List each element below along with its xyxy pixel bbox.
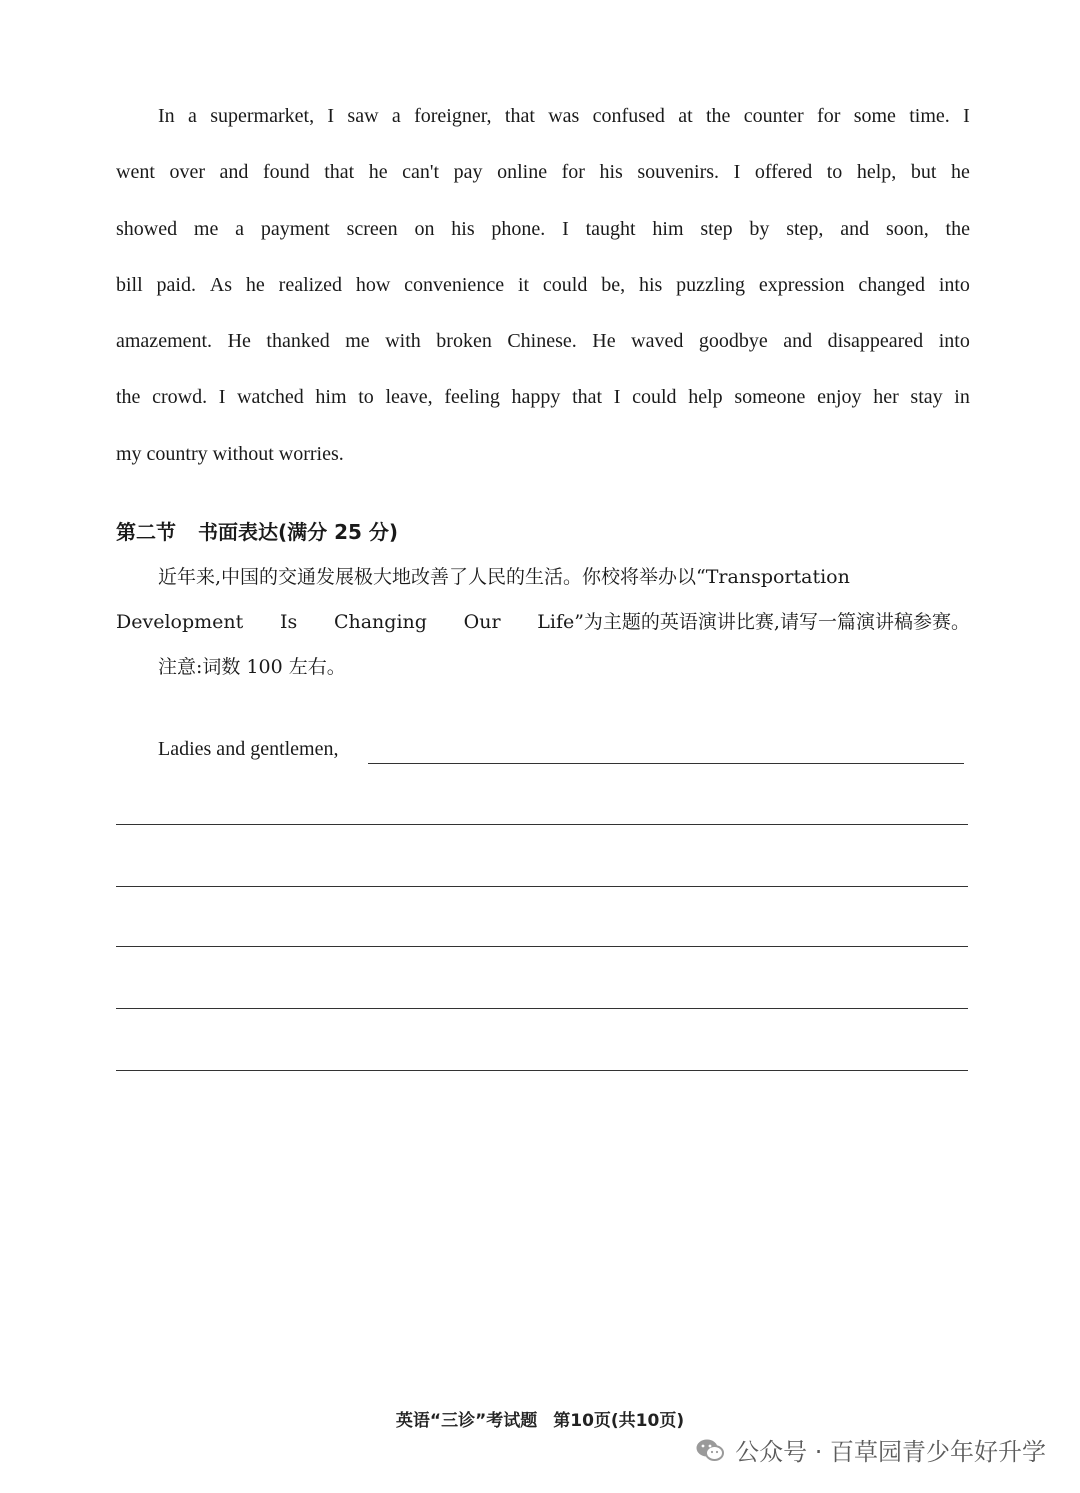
word: his xyxy=(451,217,475,240)
passage-line xyxy=(116,377,970,433)
word: he xyxy=(368,161,388,184)
word: at xyxy=(678,105,693,127)
word: payment xyxy=(260,217,330,240)
word: I xyxy=(327,105,335,127)
word: some xyxy=(853,105,896,127)
word: In xyxy=(158,105,175,127)
word: pay xyxy=(453,161,483,184)
word: bill xyxy=(116,273,143,296)
section-title xyxy=(116,516,398,545)
word: was xyxy=(548,105,580,127)
word: counter xyxy=(743,105,804,127)
word: supermarket, xyxy=(210,105,315,127)
word: and xyxy=(840,217,870,240)
error-correction-passage xyxy=(116,96,970,490)
word: on xyxy=(414,217,435,240)
word: convenience xyxy=(404,273,505,296)
watermark xyxy=(695,1432,1046,1467)
word: it xyxy=(517,273,530,296)
word: time. xyxy=(909,105,950,127)
word: for xyxy=(817,105,841,127)
word: into xyxy=(938,273,970,296)
word: Chinese. xyxy=(507,330,577,353)
word: goodbye xyxy=(698,330,768,353)
word: I xyxy=(613,386,621,409)
word: I xyxy=(733,161,741,184)
word: can't xyxy=(402,161,440,184)
word: I xyxy=(218,386,226,409)
word-count-note: 注意:词数 100 左右。 xyxy=(158,656,346,678)
word: stay xyxy=(910,386,943,409)
word: disappeared xyxy=(827,330,924,353)
word: watched xyxy=(237,386,304,409)
word: foreigner, xyxy=(414,105,492,127)
word: could xyxy=(542,273,588,296)
page-footer xyxy=(0,1406,1080,1431)
word: him xyxy=(315,386,347,409)
word: He xyxy=(592,330,616,353)
word: for xyxy=(561,161,585,184)
passage-line: my country without worries. xyxy=(116,442,344,465)
passage-line xyxy=(116,96,970,152)
word: realized xyxy=(278,273,342,296)
task-line xyxy=(116,605,970,650)
word: that xyxy=(572,386,603,409)
word: and xyxy=(219,161,249,184)
word: into xyxy=(938,330,970,353)
word: someone xyxy=(734,386,806,409)
word: in xyxy=(954,386,970,409)
footer-page-number: 第10页(共10页) xyxy=(553,1411,685,1431)
word: He xyxy=(227,330,251,353)
word: step, xyxy=(786,217,824,240)
word: found xyxy=(262,161,310,184)
answer-line[interactable] xyxy=(116,1070,968,1071)
word: paid. xyxy=(156,273,196,296)
word: how xyxy=(355,273,391,296)
word: his xyxy=(638,273,663,296)
task-line xyxy=(116,560,970,605)
wechat-icon xyxy=(695,1437,725,1463)
word: her xyxy=(873,386,899,409)
word: happy xyxy=(511,386,561,409)
word: that xyxy=(504,105,535,127)
word: 近年来,中国的交通发展极大地改善了人民的生活。你校将举办以“Transportation xyxy=(158,566,850,588)
salutation: Ladies and gentlemen, xyxy=(158,738,339,760)
passage-line xyxy=(116,265,970,321)
word: crowd. xyxy=(152,386,208,409)
word: phone. xyxy=(491,217,546,240)
word: puzzling xyxy=(676,273,746,296)
word: me xyxy=(345,330,370,353)
answer-line[interactable] xyxy=(116,946,968,947)
word: he xyxy=(245,273,265,296)
section-heading: 书面表达(满分 25 分) xyxy=(198,520,399,544)
passage-line xyxy=(116,321,970,377)
word: went xyxy=(116,161,155,184)
word: confused xyxy=(592,105,665,127)
word: the xyxy=(945,217,970,240)
word: Our xyxy=(463,611,501,633)
word: expression xyxy=(758,273,845,296)
word: souvenirs. xyxy=(637,161,720,184)
word: be, xyxy=(601,273,626,296)
section-number: 第二节 xyxy=(116,520,176,544)
word: soon, xyxy=(885,217,929,240)
watermark-text: 公众号 · 百草园青少年好升学 xyxy=(735,1438,1046,1466)
word: him xyxy=(652,217,684,240)
word: amazement. xyxy=(116,330,213,353)
word: Is xyxy=(279,611,298,633)
word: taught xyxy=(585,217,636,240)
answer-line[interactable] xyxy=(116,1008,968,1009)
answer-line[interactable] xyxy=(368,763,964,764)
word: I xyxy=(562,217,569,240)
footer-subject: 英语“三诊”考试题 xyxy=(395,1411,538,1431)
word: that xyxy=(324,161,355,184)
word: feeling xyxy=(444,386,500,409)
word: with xyxy=(385,330,421,353)
word: online xyxy=(497,161,548,184)
word: changed xyxy=(858,273,925,296)
passage-line xyxy=(116,209,970,265)
word: saw xyxy=(347,105,379,127)
word: by xyxy=(749,217,770,240)
word: over xyxy=(169,161,205,184)
word: step xyxy=(700,217,733,240)
answer-line[interactable] xyxy=(116,886,968,887)
word: to xyxy=(826,161,843,184)
writing-task-prompt xyxy=(116,560,970,695)
word: As xyxy=(209,273,233,296)
word: Life”为主题的英语演讲比赛,请写一篇演讲稿参赛。 xyxy=(537,611,970,633)
word: he xyxy=(950,161,970,184)
word: but xyxy=(910,161,937,184)
word: a xyxy=(235,217,245,240)
passage-line xyxy=(116,152,970,208)
word: his xyxy=(599,161,623,184)
word: and xyxy=(783,330,813,353)
word: screen xyxy=(346,217,398,240)
word: help, xyxy=(856,161,897,184)
word: me xyxy=(193,217,219,240)
word: a xyxy=(391,105,401,127)
word: the xyxy=(116,386,141,409)
word: offered xyxy=(754,161,813,184)
word: leave, xyxy=(385,386,433,409)
word: enjoy xyxy=(817,386,862,409)
word: I xyxy=(963,105,970,127)
word: Changing xyxy=(333,611,427,633)
word: waved xyxy=(631,330,684,353)
word: broken xyxy=(436,330,492,353)
answer-line[interactable] xyxy=(116,824,968,825)
word: showed xyxy=(116,217,178,240)
word: help xyxy=(688,386,723,409)
word: could xyxy=(632,386,677,409)
word: Development xyxy=(116,611,244,633)
word: thanked xyxy=(266,330,330,353)
word: the xyxy=(705,105,731,127)
word: a xyxy=(188,105,197,127)
word: to xyxy=(358,386,374,409)
